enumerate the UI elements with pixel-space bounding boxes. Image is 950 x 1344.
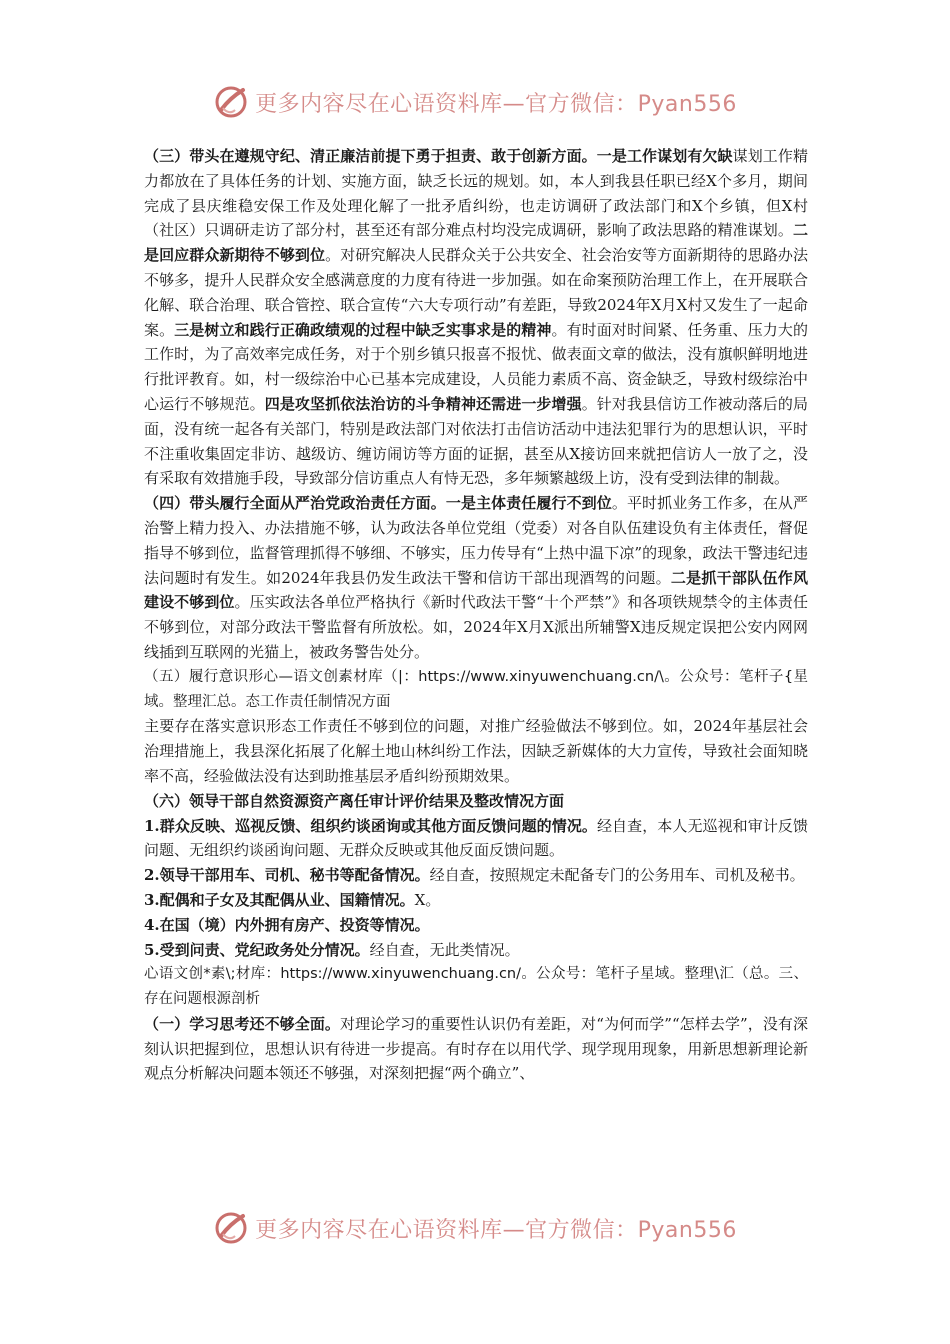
text-run: 。有时面对时间紧、任务重、压力大的工作时，为了高效率完成任务，对于个别乡镇只报喜不报忧、做表面文章的做法，没有旗帜鲜明地进行批评教育。如，村一级综治中心已基本完成建设，人员能力素质不高、资金缺乏，导致村级综治中心运行不够规范。 xyxy=(144,320,808,413)
watermark-banner-bottom xyxy=(0,1208,950,1248)
bold-text-run: 3.配偶和子女及其配偶从业、国籍情况。 xyxy=(144,890,415,909)
text-run: 经自查，按照规定未配备专门的公务用车、司机及秘书。 xyxy=(429,866,805,885)
bold-text-run: 2.领导干部用车、司机、秘书等配备情况。 xyxy=(144,866,430,885)
text-run: 。对研究解决人民群众关于公共安全、社会治安等方面新期待的思路办法不够多，提升人民群众安全感满意度的力度有待进一步加强。如在命案预防治理工作上，在开展联合化解、联合治理、联合管控、联合宣传“六大专项行动”有差距，导致2024年X月X村又发生了一起命案。 xyxy=(144,246,808,339)
paragraph xyxy=(144,789,808,814)
text-run: 。压实政法各单位严格执行《新时代政法干警“十个严禁”》和各项铁规禁令的主体责任不够到位，对部分政法干警监督有所放松。如，2024年X月X派出所辅警X违反规定误把公安内网网线插到互联网的光猫上，被政务警告处分。 xyxy=(144,593,808,661)
paragraph xyxy=(144,814,808,864)
watermark-text: 更多内容尽在心语资料库—官方微信：Pyan556 xyxy=(255,91,737,117)
watermark-text: 更多内容尽在心语资料库—官方微信：Pyan556 xyxy=(255,1217,737,1243)
bold-text-run: 四是攻坚抓依法治访的斗争精神还需进一步增强 xyxy=(264,394,582,413)
text-run: X。 xyxy=(414,890,441,909)
text-run: 主要存在落实意识形态工作责任不够到位的问题，对推广经验做法不够到位。如，2024年基层社会治理措施上，我县深化拓展了化解土地山林纠纷工作法，因缺乏新媒体的大力宣传，导致社会面知晓率不高，经验做法没有达到助推基层矛盾纠纷预期效果。 xyxy=(144,717,808,785)
brush-logo-icon xyxy=(213,84,249,120)
paragraph xyxy=(144,665,808,715)
paragraph xyxy=(144,491,808,665)
bold-text-run: 1.群众反映、巡视反馈、组织约谈函询或其他方面反馈问题的情况。 xyxy=(144,816,597,835)
text-run: 经自查，无此类情况。 xyxy=(369,940,520,959)
document-body xyxy=(144,144,808,1086)
text-run: 心语文创*素\;材库：https://www.xinyuwenchuang.cn/。公众号：笔杆子星域。整理\汇（总。三、存在问题根源剖析 xyxy=(144,966,808,1008)
bold-text-run: 二是回应群众新期待不够到位 xyxy=(144,221,808,265)
bold-text-run: 4.在国（境）内外拥有房产、投资等情况。 xyxy=(144,915,430,934)
paragraph xyxy=(144,863,808,888)
paragraph xyxy=(144,938,808,963)
text-run: 对理论学习的重要性认识仍有差距，对“为何而学”“怎样去学”，没有深刻认识把握到位，思想认识有待进一步提高。有时存在以用代学、现学现用现象，用新思想新理论新观点分析解决问题本领还不够强，对深刻把握“两个确立”、 xyxy=(144,1014,808,1083)
brush-logo-icon xyxy=(213,1210,249,1246)
bold-text-run: （一）学习思考还不够全面。 xyxy=(144,1014,340,1033)
bold-text-run: （四）带头履行全面从严治党政治责任方面。一是主体责任履行不到位 xyxy=(144,494,612,513)
text-run: 谋划工作精力都放在了具体任务的计划、实施方面，缺乏长远的规划。如，本人到我县任职已经X个多月，期间完成了县庆维稳安保工作及处理化解了一批矛盾纠纷，也走访调研了政法部门和X个乡镇，但X村（社区）只调研走访了部分村，甚至还有部分难点村均没完成调研，影响了政法思路的精准谋划。 xyxy=(144,147,808,240)
paragraph xyxy=(144,714,808,788)
text-run: 经自查，本人无巡视和审计反馈问题、无组织约谈函询问题、无群众反映或其他反面反馈问题。 xyxy=(144,816,808,860)
bold-text-run: 三是树立和践行正确政绩观的过程中缺乏实事求是的精神 xyxy=(174,320,552,339)
bold-text-run: 5.受到问责、党纪政务处分情况。 xyxy=(144,940,370,959)
paragraph xyxy=(144,888,808,913)
bold-text-run: （六）领导干部自然资源资产离任审计评价结果及整改情况方面 xyxy=(144,791,565,810)
text-run: 。平时抓业务工作多，在从严治警上精力投入、办法措施不够，认为政法各单位党组（党委）对各自队伍建设负有主体责任，督促指导不够到位，监督管理抓得不够细、不够实，压力传导有“上热中温下凉”的现象，政法干警违纪违法问题时有发生。如2024年我县仍发生政法干警和信访干部出现酒驾的问题。 xyxy=(144,494,808,587)
text-run: 。针对我县信访工作被动落后的局面，没有统一起各有关部门，特别是政法部门对依法打击信访活动中违法犯罪行为的思想认识，平时不注重收集固定非访、越级访、缠访闹访等方面的证据，甚至从X接访回来就把信访人一放了之，没有采取有效措施手段，导致部分信访重点人有恃无恐，多年频繁越级上访，没有受到法律的制裁。 xyxy=(144,394,808,488)
paragraph xyxy=(144,1012,808,1086)
paragraph xyxy=(144,144,808,491)
bold-text-run: 二是抓干部队伍作风建设不够到位 xyxy=(144,568,808,612)
bold-text-run: （三）带头在遵规守纪、清正廉洁前提下勇于担责、敢于创新方面。一是工作谋划有欠缺 xyxy=(144,147,733,165)
text-run: （五）履行意识形心—语文创素材库（|：https://www.xinyuwenchuang.cn/\。公众号：笔杆子{星域。整理汇总。态工作责任制情况方面 xyxy=(144,668,808,710)
paragraph xyxy=(144,913,808,938)
watermark-banner-top xyxy=(0,82,950,122)
paragraph xyxy=(144,962,808,1012)
